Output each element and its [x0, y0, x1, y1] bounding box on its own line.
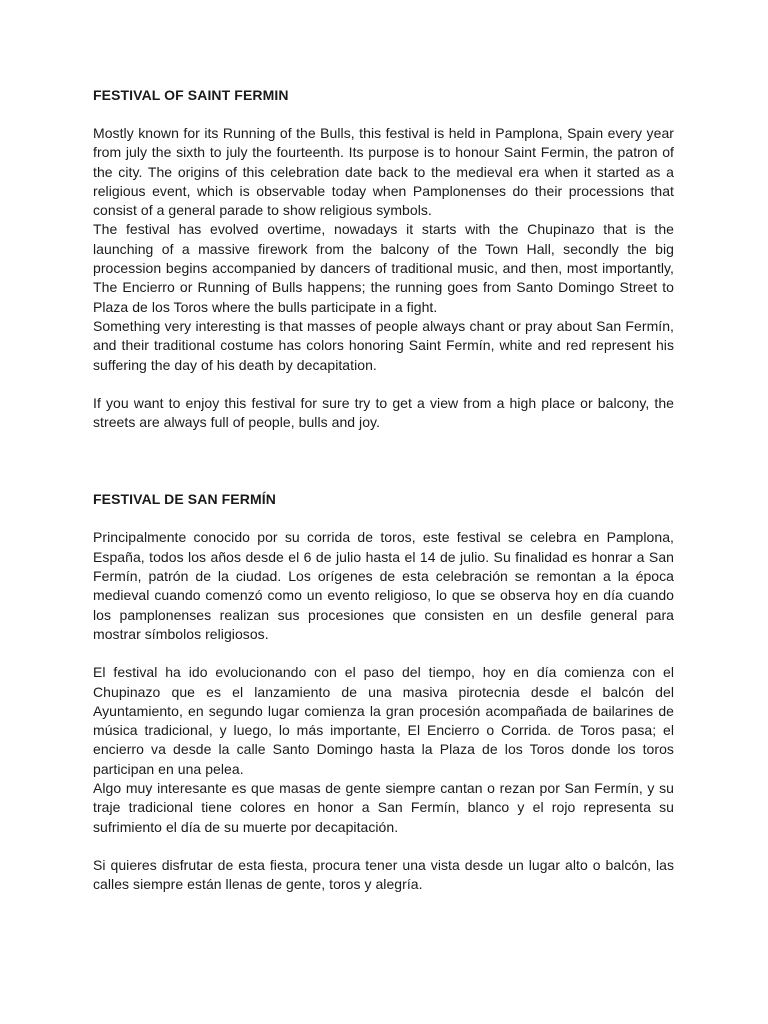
paragraph: Principalmente conocido por su corrida de toros, este festival se celebra en Pamplona, España, todos los años desde el 6 de julio hasta el 14 de julio. Su finalidad es honrar a San Fermín, patrón de la ciudad. Los orígenes de esta celebración se remontan a la época medieval cuando comenzó como un evento religioso, lo que se observa hoy en día cuando los pamplonenses realizan sus procesiones que consisten en un desfile general para mostrar símbolos religiosos.: [93, 529, 674, 642]
paragraph: Something very interesting is that masses of people always chant or pray about San Fermín, and their traditional costume has colors honoring Saint Fermín, white and red represent his suffering the day of his death by decapitation.: [93, 317, 674, 373]
document-page: [93, 86, 674, 895]
spacer: [93, 509, 674, 528]
paragraph: Mostly known for its Running of the Bulls, this festival is held in Pamplona, Spain every year from july the sixth to july the fourteenth. Its purpose is to honour Saint Fermin, the patron of the city. The origins of this celebration date back to the medieval era when it started as a religious event, which is observable today when Pamplonenses do their processions that consist of a general parade to show religious symbols.: [93, 125, 674, 219]
spacer: [93, 105, 674, 124]
paragraph: If you want to enjoy this festival for sure try to get a view from a high place or balcony, the streets are always full of people, bulls and joy.: [93, 394, 674, 431]
paragraph: The festival has evolved overtime, nowadays it starts with the Chupinazo that is the launching of a massive firework from the balcony of the Town Hall, secondly the big procession begins accompanied by dancers of traditional music, and then, most importantly, The Encierro or Running of Bulls happens; the running goes from Santo Domingo Street to Plaza de los Toros where the bulls participate in a fight.: [93, 221, 674, 315]
paragraph: Si quieres disfrutar de esta fiesta, procura tener una vista desde un lugar alto o balcón, las calles siempre están llenas de gente, toros y alegría.: [93, 856, 674, 893]
section-spacer: [93, 432, 674, 490]
paragraph: El festival ha ido evolucionando con el paso del tiempo, hoy en día comienza con el Chupinazo que es el lanzamiento de una masiva pirotecnia desde el balcón del Ayuntamiento, en segundo lugar comienza la gran procesión acompañada de bailarines de música tradicional, y luego, lo más importante, El Encierro o Corrida. de Toros pasa; el encierro va desde la calle Santo Domingo hasta la Plaza de los Toros donde los toros participan en una pelea.: [93, 664, 674, 777]
spacer: [93, 837, 674, 856]
section-heading-english: FESTIVAL OF SAINT FERMIN: [93, 87, 289, 103]
section-heading-spanish: FESTIVAL DE SAN FERMÍN: [93, 491, 276, 508]
spacer: [93, 375, 674, 394]
spacer: [93, 644, 674, 663]
paragraph: Algo muy interesante es que masas de gente siempre cantan o rezan por San Fermín, y su traje tradicional tiene colores en honor a San Fermín, blanco y el rojo representa su sufrimiento el día de su muerte por decapitación.: [93, 780, 674, 835]
